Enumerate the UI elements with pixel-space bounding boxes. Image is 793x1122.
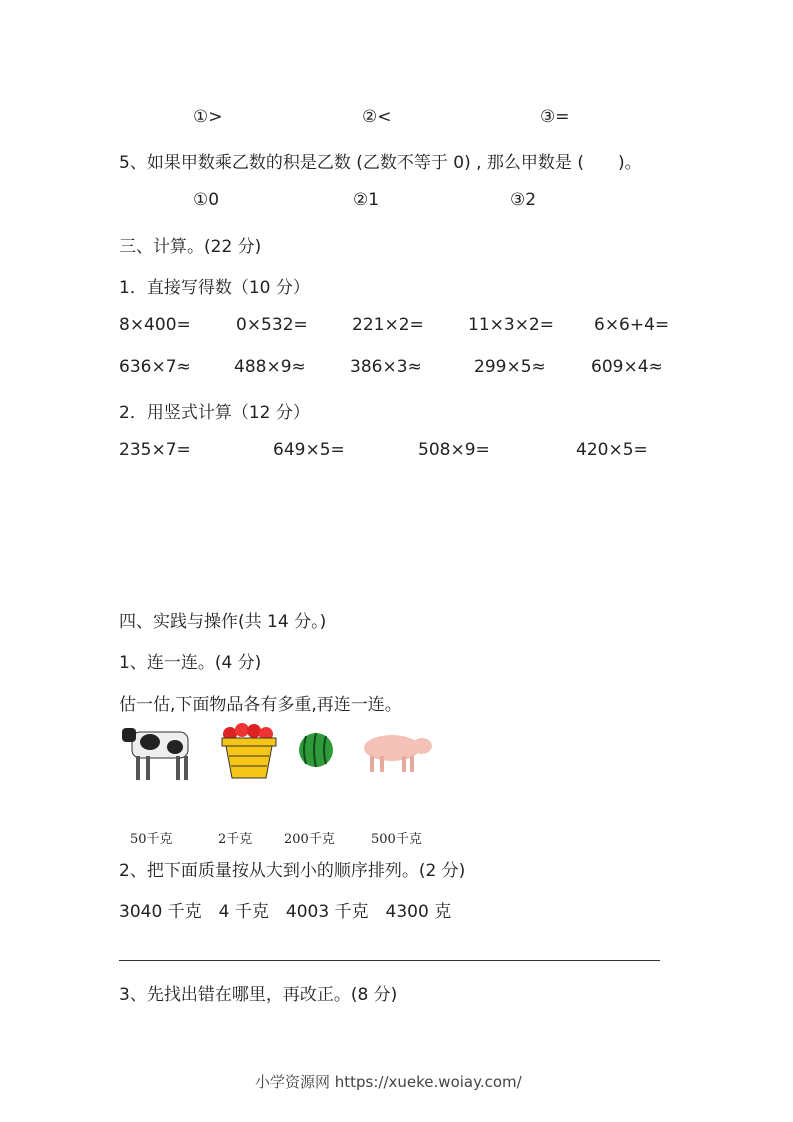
- vertical-calc-item: 420×5=: [576, 440, 648, 460]
- vertical-calc-item: 649×5=: [273, 440, 345, 460]
- weight-label: 2千克: [218, 832, 253, 847]
- apple-basket-image: [220, 722, 278, 782]
- answer-line: [119, 960, 660, 961]
- estimate-item: 488×9≈: [234, 357, 306, 377]
- q3-title: 3、先找出错在哪里，再改正。(8 分): [119, 985, 398, 1005]
- q5-option-2: ②1: [353, 190, 380, 210]
- calc-item: 11×3×2=: [468, 315, 554, 335]
- calc-item: 8×400=: [119, 315, 191, 335]
- calc-item: 6×6+4=: [594, 315, 670, 335]
- q1-title: 1、连一连。(4 分): [119, 653, 262, 673]
- estimate-item: 636×7≈: [119, 357, 191, 377]
- weight-label: 200千克: [284, 832, 335, 847]
- section3-title: 三、计算。(22 分): [119, 237, 262, 257]
- q5-text: 5、如果甲数乘乙数的积是乙数 (乙数不等于 0) , 那么甲数是 ( )。: [119, 153, 642, 173]
- estimate-item: 609×4≈: [591, 357, 663, 377]
- q4-option-2: ②<: [362, 107, 392, 127]
- q4-option-1: ①>: [193, 107, 223, 127]
- weight-label: 500千克: [371, 832, 422, 847]
- calc-item: 221×2=: [352, 315, 424, 335]
- q5-option-3: ③2: [510, 190, 537, 210]
- q5-option-1: ①0: [193, 190, 220, 210]
- section4-title: 四、实践与操作(共 14 分。): [119, 612, 327, 632]
- q2-title: 2、把下面质量按从大到小的顺序排列。(2 分): [119, 861, 466, 881]
- q1-instruction: 估一估,下面物品各有多重,再连一连。: [119, 695, 402, 715]
- estimate-item: 386×3≈: [350, 357, 422, 377]
- calc-item: 0×532=: [236, 315, 308, 335]
- q4-option-3: ③=: [540, 107, 570, 127]
- weight-label: 50千克: [130, 832, 173, 847]
- vertical-calc-item: 508×9=: [418, 440, 490, 460]
- part2-title: 2．用竖式计算（12 分）: [119, 403, 310, 423]
- footer-text: 小学资源网 https://xueke.woiay.com/: [255, 1073, 522, 1091]
- vertical-calc-item: 235×7=: [119, 440, 191, 460]
- q2-values: 3040 千克 4 千克 4003 千克 4300 克: [119, 902, 452, 922]
- part1-title: 1．直接写得数（10 分）: [119, 278, 310, 298]
- estimate-item: 299×5≈: [474, 357, 546, 377]
- cow-image: [120, 722, 200, 784]
- pig-image: [358, 728, 434, 774]
- watermelon-image: [296, 730, 336, 770]
